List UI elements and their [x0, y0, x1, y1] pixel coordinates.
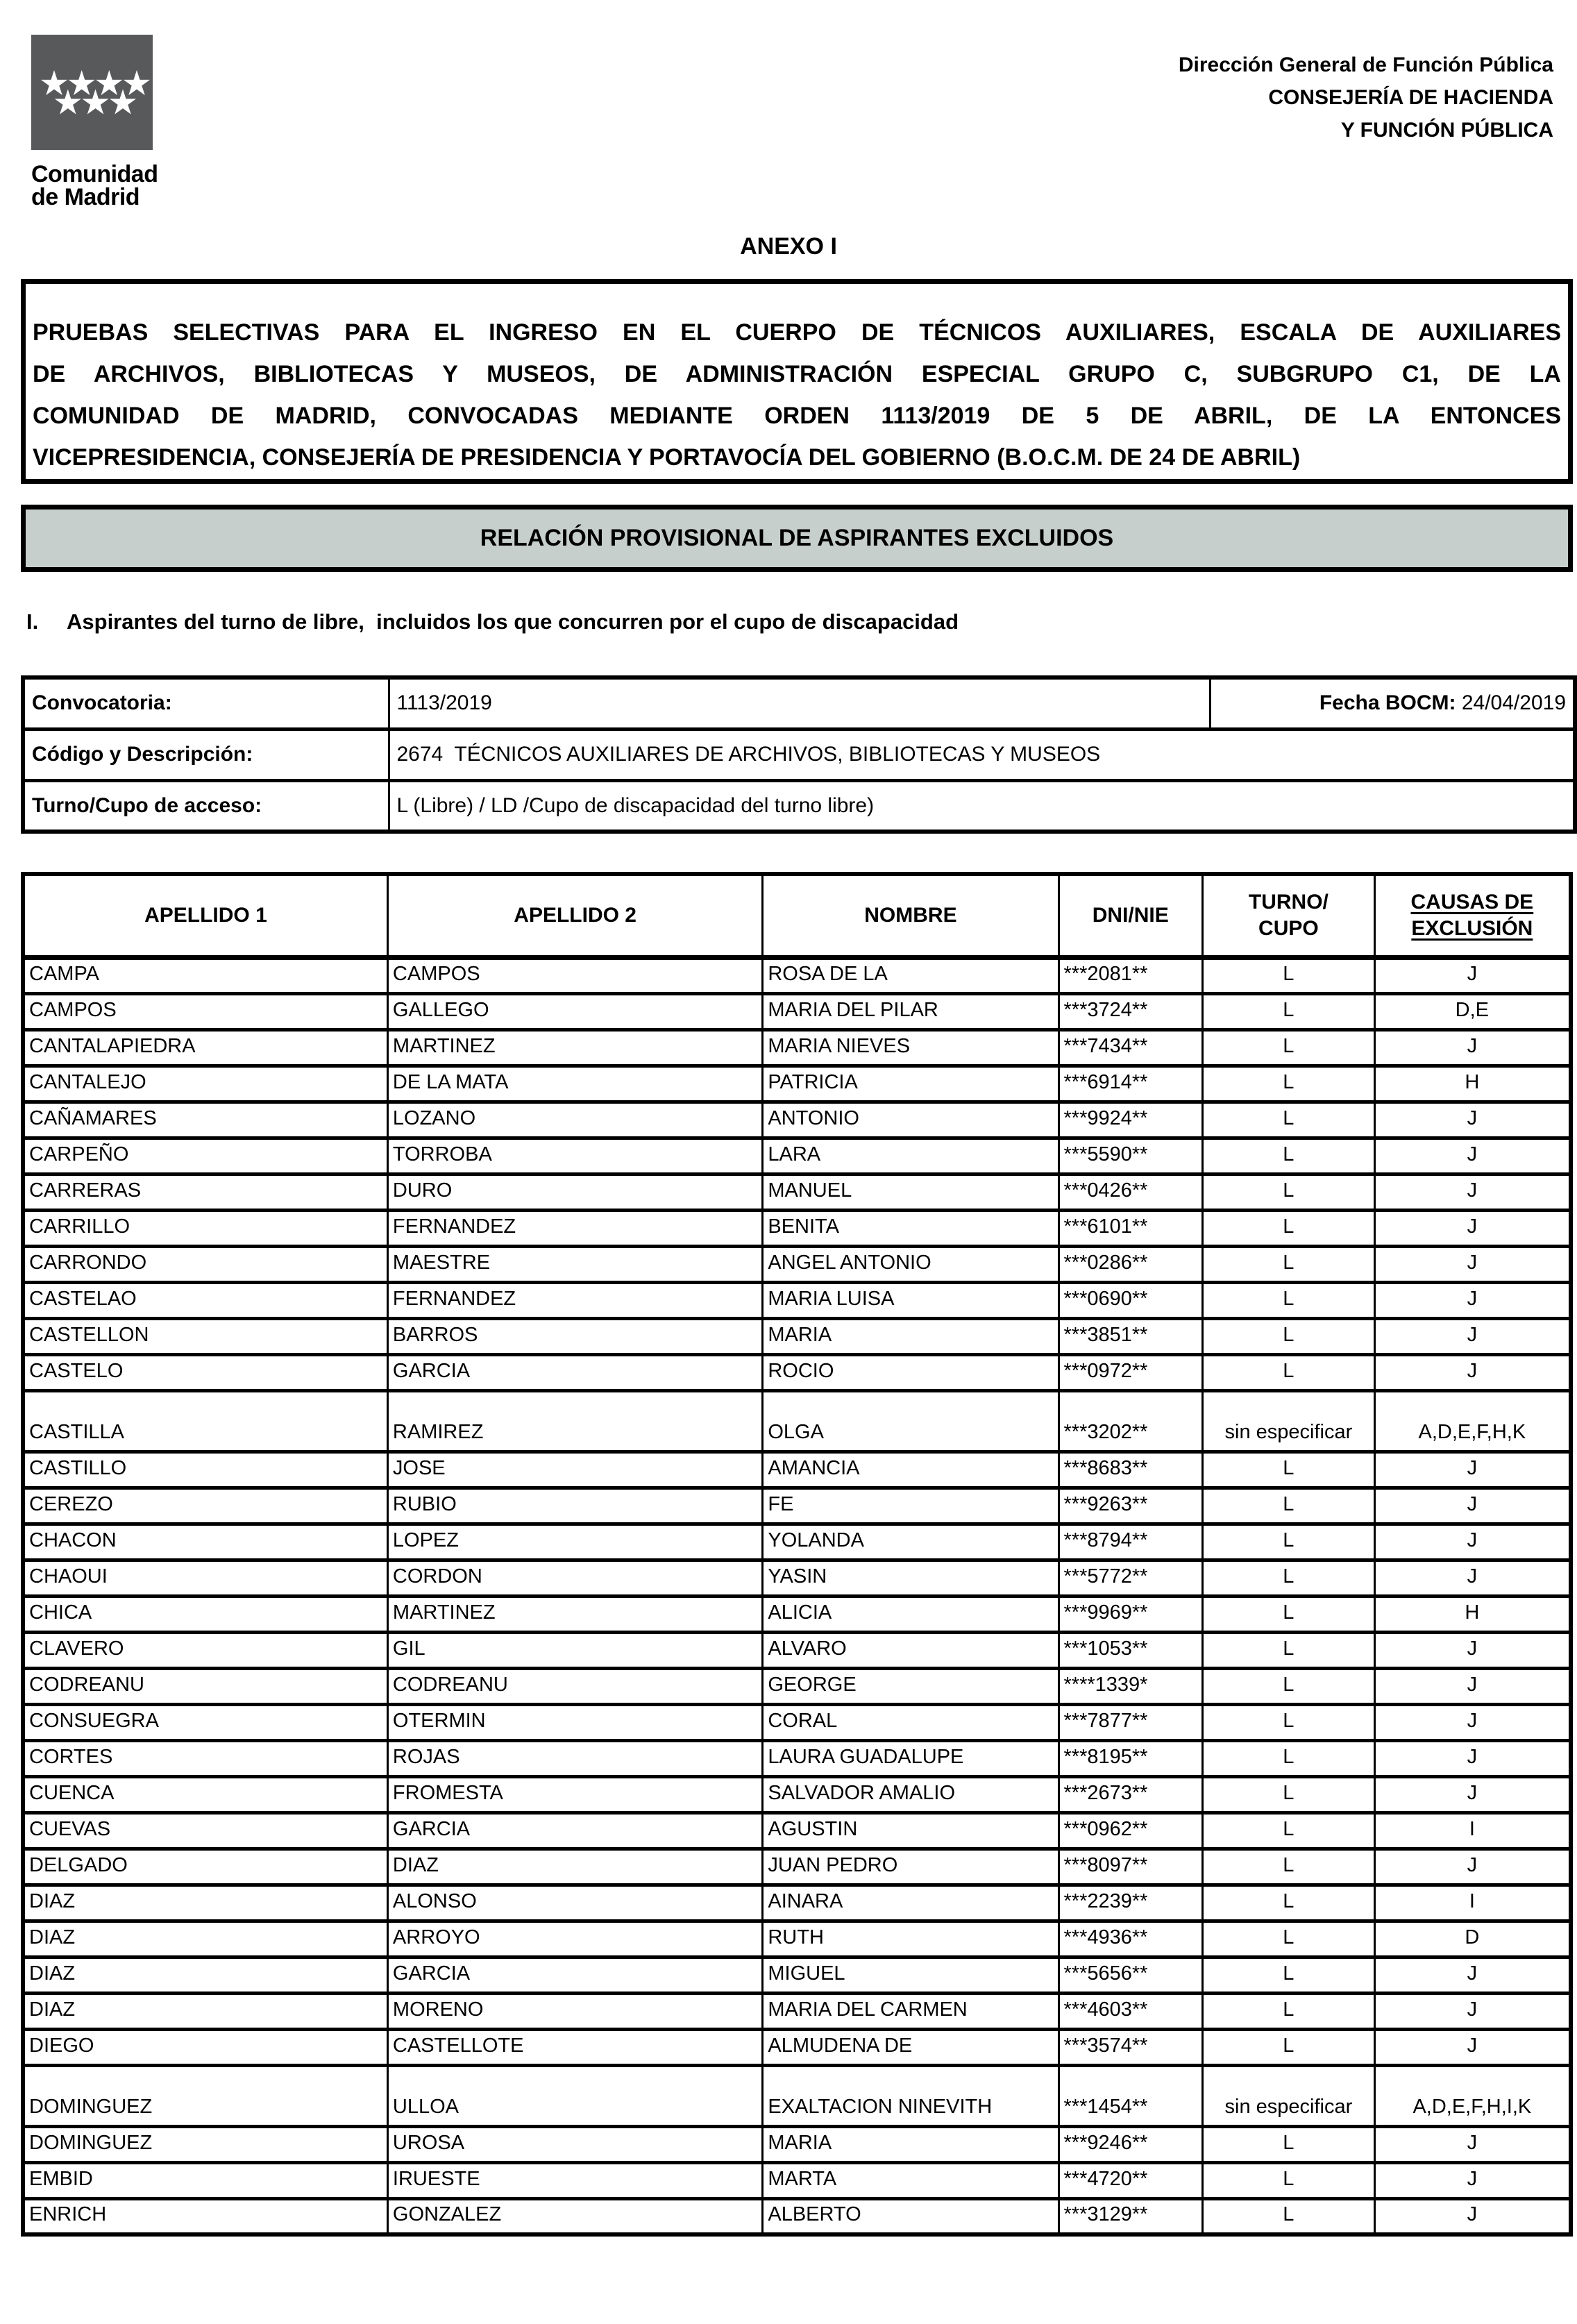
cell-causas: J [1374, 1029, 1571, 1066]
cell-turno: L [1203, 1776, 1375, 1812]
cell-nombre: ANTONIO [763, 1102, 1059, 1138]
cell-apellido2: RAMIREZ [387, 1390, 762, 1451]
cell-nombre: ALICIA [763, 1596, 1059, 1632]
table-row [23, 1066, 1571, 1102]
cell-turno: L [1203, 957, 1375, 993]
cell-apellido2: FROMESTA [387, 1776, 762, 1812]
cell-dni: ****1339* [1059, 1668, 1203, 1704]
table-row [23, 993, 1571, 1029]
cell-apellido1: DIAZ [23, 1993, 387, 2029]
cell-apellido2: ULLOA [387, 2065, 762, 2126]
cell-causas: J [1374, 1174, 1571, 1210]
table-row [23, 1632, 1571, 1668]
cell-causas: J [1374, 1560, 1571, 1596]
cell-nombre: ALVARO [763, 1632, 1059, 1668]
cell-apellido1: EMBID [23, 2162, 387, 2198]
cell-turno: L [1203, 1849, 1375, 1885]
cell-apellido1: CARPEÑO [23, 1138, 387, 1174]
cell-apellido2: GARCIA [387, 1354, 762, 1390]
cell-nombre: CORAL [763, 1704, 1059, 1740]
cell-dni: ***8683** [1059, 1451, 1203, 1488]
cell-apellido2: MAESTRE [387, 1246, 762, 1282]
cell-causas: J [1374, 2126, 1571, 2162]
header-causas-line1: CAUSAS DE [1410, 890, 1534, 913]
table-row [23, 2029, 1571, 2065]
table-row [23, 2198, 1571, 2234]
header-turno-cupo [1203, 874, 1375, 957]
cell-dni: ***7877** [1059, 1704, 1203, 1740]
table-row [23, 1524, 1571, 1560]
cell-nombre: ALBERTO [763, 2198, 1059, 2234]
cell-nombre: BENITA [763, 1210, 1059, 1246]
cell-apellido2: CODREANU [387, 1668, 762, 1704]
cell-dni: ***8097** [1059, 1849, 1203, 1885]
table-row [23, 2126, 1571, 2162]
table-row [23, 1451, 1571, 1488]
cell-apellido2: GONZALEZ [387, 2198, 762, 2234]
cell-causas: J [1374, 957, 1571, 993]
cell-causas: I [1374, 1812, 1571, 1849]
cell-dni: ***6914** [1059, 1066, 1203, 1102]
cell-dni: ***1454** [1059, 2065, 1203, 2126]
cell-causas: A,D,E,F,H,I,K [1374, 2065, 1571, 2126]
cell-causas: J [1374, 1740, 1571, 1776]
table-row [23, 1957, 1571, 1993]
cell-apellido1: CASTELO [23, 1354, 387, 1390]
cell-causas: J [1374, 1354, 1571, 1390]
cell-causas: J [1374, 1704, 1571, 1740]
table-row [23, 957, 1571, 993]
cell-nombre: AINARA [763, 1885, 1059, 1921]
cell-apellido1: ENRICH [23, 2198, 387, 2234]
cell-turno: L [1203, 1102, 1375, 1138]
info-label-convocatoria: Convocatoria: [23, 677, 389, 729]
cell-apellido1: DOMINGUEZ [23, 2126, 387, 2162]
cell-nombre: FE [763, 1488, 1059, 1524]
header-causas-line2: EXCLUSIÓN [1411, 916, 1533, 940]
cell-causas: J [1374, 1776, 1571, 1812]
cell-apellido1: CHACON [23, 1524, 387, 1560]
cell-apellido1: CODREANU [23, 1668, 387, 1704]
cell-apellido2: ROJAS [387, 1740, 762, 1776]
cell-causas: J [1374, 1102, 1571, 1138]
cell-apellido1: CAMPOS [23, 993, 387, 1029]
cell-nombre: MARIA DEL CARMEN [763, 1993, 1059, 2029]
cell-nombre: MARIA [763, 2126, 1059, 2162]
table-row [23, 1560, 1571, 1596]
cell-apellido2: OTERMIN [387, 1704, 762, 1740]
table-header-row [23, 874, 1571, 957]
cell-nombre: ALMUDENA DE [763, 2029, 1059, 2065]
table-row [23, 1596, 1571, 1632]
cell-causas: J [1374, 2029, 1571, 2065]
cell-causas: J [1374, 1849, 1571, 1885]
table-row [23, 1138, 1571, 1174]
cell-apellido1: DOMINGUEZ [23, 2065, 387, 2126]
intro-line: COMUNIDAD DE MADRID, CONVOCADAS MEDIANTE ORDEN 1113/2019 DE 5 DE ABRIL, DE LA ENTONCES [33, 403, 1561, 429]
cell-apellido1: CAMPA [23, 957, 387, 993]
cell-apellido1: CHAOUI [23, 1560, 387, 1596]
cell-causas: J [1374, 2162, 1571, 2198]
cell-apellido1: CONSUEGRA [23, 1704, 387, 1740]
madrid-flag-icon [31, 35, 153, 150]
cell-causas: J [1374, 1318, 1571, 1354]
cell-dni: ***5656** [1059, 1957, 1203, 1993]
cell-apellido2: GALLEGO [387, 993, 762, 1029]
cell-apellido2: DE LA MATA [387, 1066, 762, 1102]
cell-apellido2: JOSE [387, 1451, 762, 1488]
cell-dni: ***7434** [1059, 1029, 1203, 1066]
cell-turno: L [1203, 1993, 1375, 2029]
table-row [23, 2065, 1571, 2126]
info-value-convocatoria: 1113/2019 [389, 677, 1210, 729]
cell-dni: ***9969** [1059, 1596, 1203, 1632]
cell-nombre: ANGEL ANTONIO [763, 1246, 1059, 1282]
cell-apellido2: CORDON [387, 1560, 762, 1596]
cell-nombre: MARTA [763, 2162, 1059, 2198]
table-row [23, 1282, 1571, 1318]
cell-turno: L [1203, 1138, 1375, 1174]
call-info-table [21, 675, 1577, 834]
cell-turno: L [1203, 1812, 1375, 1849]
table-row [23, 1885, 1571, 1921]
info-label-codigo: Código y Descripción: [23, 729, 389, 780]
section-heading-text: Aspirantes del turno de libre, incluidos los que concurren por el cupo de discapacidad [67, 609, 959, 634]
cell-apellido1: CASTILLA [23, 1390, 387, 1451]
cell-nombre: MARIA NIEVES [763, 1029, 1059, 1066]
header-apellido1: APELLIDO 1 [23, 874, 387, 957]
cell-nombre: AGUSTIN [763, 1812, 1059, 1849]
cell-causas: D [1374, 1921, 1571, 1957]
cell-dni: ***2081** [1059, 957, 1203, 993]
cell-turno: L [1203, 1318, 1375, 1354]
cell-nombre: LARA [763, 1138, 1059, 1174]
cell-causas: J [1374, 1488, 1571, 1524]
cell-turno: L [1203, 1668, 1375, 1704]
cell-turno: L [1203, 1524, 1375, 1560]
table-row [23, 1704, 1571, 1740]
cell-turno: L [1203, 1596, 1375, 1632]
cell-turno: L [1203, 993, 1375, 1029]
cell-dni: ***0962** [1059, 1812, 1203, 1849]
header-causas-exclusion [1374, 874, 1571, 957]
cell-apellido2: GIL [387, 1632, 762, 1668]
cell-nombre: OLGA [763, 1390, 1059, 1451]
table-row [23, 1354, 1571, 1390]
cell-dni: ***8794** [1059, 1524, 1203, 1560]
org-line-2: CONSEJERÍA DE HACIENDA [1268, 86, 1553, 109]
cell-causas: D,E [1374, 993, 1571, 1029]
table-row [23, 1993, 1571, 2029]
cell-turno: L [1203, 1921, 1375, 1957]
cell-nombre: ROCIO [763, 1354, 1059, 1390]
cell-dni: ***3129** [1059, 2198, 1203, 2234]
table-row [23, 1246, 1571, 1282]
cell-turno: L [1203, 1246, 1375, 1282]
info-label-turno: Turno/Cupo de acceso: [23, 780, 389, 832]
logo-line-2: de Madrid [31, 184, 140, 210]
cell-turno: L [1203, 1282, 1375, 1318]
table-row [23, 1318, 1571, 1354]
excluded-applicants-table [21, 872, 1573, 2237]
cell-nombre: AMANCIA [763, 1451, 1059, 1488]
cell-apellido1: CORTES [23, 1740, 387, 1776]
cell-causas: J [1374, 1632, 1571, 1668]
cell-turno: L [1203, 1560, 1375, 1596]
cell-nombre: PATRICIA [763, 1066, 1059, 1102]
logo-line-1: Comunidad [31, 161, 158, 187]
cell-apellido1: CEREZO [23, 1488, 387, 1524]
cell-dni: ***4720** [1059, 2162, 1203, 2198]
table-row [23, 1812, 1571, 1849]
cell-apellido2: GARCIA [387, 1812, 762, 1849]
cell-apellido2: FERNANDEZ [387, 1282, 762, 1318]
cell-apellido2: MORENO [387, 1993, 762, 2029]
cell-apellido1: CARRONDO [23, 1246, 387, 1282]
cell-apellido2: MARTINEZ [387, 1029, 762, 1066]
cell-nombre: LAURA GUADALUPE [763, 1740, 1059, 1776]
cell-apellido1: CASTELAO [23, 1282, 387, 1318]
cell-causas: I [1374, 1885, 1571, 1921]
cell-dni: ***3724** [1059, 993, 1203, 1029]
intro-line: VICEPRESIDENCIA, CONSEJERÍA DE PRESIDENCIA Y PORTAVOCÍA DEL GOBIERNO (B.O.C.M. DE 24 DE ABRIL) [33, 444, 1301, 471]
cell-causas: H [1374, 1596, 1571, 1632]
table-row [23, 1102, 1571, 1138]
cell-dni: ***2673** [1059, 1776, 1203, 1812]
cell-nombre: EXALTACION NINEVITH [763, 2065, 1059, 2126]
cell-apellido2: IRUESTE [387, 2162, 762, 2198]
cell-apellido1: DIAZ [23, 1885, 387, 1921]
cell-nombre: MIGUEL [763, 1957, 1059, 1993]
cell-turno: L [1203, 1029, 1375, 1066]
cell-apellido2: DIAZ [387, 1849, 762, 1885]
cell-apellido2: CASTELLOTE [387, 2029, 762, 2065]
cell-turno: L [1203, 1174, 1375, 1210]
cell-causas: J [1374, 1451, 1571, 1488]
cell-turno: L [1203, 1488, 1375, 1524]
cell-causas: J [1374, 2198, 1571, 2234]
table-row [23, 1921, 1571, 1957]
info-row-convocatoria [23, 677, 1575, 729]
cell-apellido2: FERNANDEZ [387, 1210, 762, 1246]
table-row [23, 1029, 1571, 1066]
cell-dni: ***9263** [1059, 1488, 1203, 1524]
cell-apellido2: DURO [387, 1174, 762, 1210]
cell-turno: sin especificar [1203, 2065, 1375, 2126]
cell-apellido1: CASTELLON [23, 1318, 387, 1354]
header-dni: DNI/NIE [1059, 874, 1203, 957]
cell-dni: ***8195** [1059, 1740, 1203, 1776]
info-row-turno [23, 780, 1575, 832]
cell-apellido1: CUEVAS [23, 1812, 387, 1849]
cell-apellido1: CLAVERO [23, 1632, 387, 1668]
cell-turno: L [1203, 1957, 1375, 1993]
cell-dni: ***0286** [1059, 1246, 1203, 1282]
cell-turno: L [1203, 1704, 1375, 1740]
cell-nombre: JUAN PEDRO [763, 1849, 1059, 1885]
provisional-list-banner: RELACIÓN PROVISIONAL DE ASPIRANTES EXCLUIDOS [21, 505, 1573, 572]
cell-turno: L [1203, 2029, 1375, 2065]
cell-apellido1: CHICA [23, 1596, 387, 1632]
intro-paragraph-box [21, 279, 1573, 484]
cell-dni: ***5590** [1059, 1138, 1203, 1174]
cell-causas: J [1374, 1524, 1571, 1560]
info-value-turno: L (Libre) / LD /Cupo de discapacidad del turno libre) [389, 780, 1575, 832]
table-row [23, 1174, 1571, 1210]
cell-dni: ***4936** [1059, 1921, 1203, 1957]
cell-nombre: SALVADOR AMALIO [763, 1776, 1059, 1812]
cell-causas: A,D,E,F,H,K [1374, 1390, 1571, 1451]
cell-apellido1: CASTILLO [23, 1451, 387, 1488]
org-line-3: Y FUNCIÓN PÚBLICA [1340, 119, 1553, 142]
cell-nombre: MARIA DEL PILAR [763, 993, 1059, 1029]
info-value-codigo: 2674 TÉCNICOS AUXILIARES DE ARCHIVOS, BIBLIOTECAS Y MUSEOS [389, 729, 1575, 780]
table-row [23, 1488, 1571, 1524]
cell-dni: ***0426** [1059, 1174, 1203, 1210]
table-row [23, 1740, 1571, 1776]
logo-wordmark [31, 163, 158, 209]
header-turno-line1: TURNO/ [1248, 890, 1329, 913]
table-row [23, 2162, 1571, 2198]
cell-turno: L [1203, 1354, 1375, 1390]
cell-apellido2: UROSA [387, 2126, 762, 2162]
table-row [23, 1210, 1571, 1246]
cell-apellido2: ARROYO [387, 1921, 762, 1957]
cell-dni: ***3574** [1059, 2029, 1203, 2065]
cell-dni: ***4603** [1059, 1993, 1203, 2029]
cell-turno: L [1203, 1066, 1375, 1102]
fecha-bocm-value: 24/04/2019 [1456, 691, 1566, 715]
cell-apellido2: LOPEZ [387, 1524, 762, 1560]
table-row [23, 1849, 1571, 1885]
cell-apellido1: CUENCA [23, 1776, 387, 1812]
cell-turno: L [1203, 1740, 1375, 1776]
cell-causas: J [1374, 1282, 1571, 1318]
intro-line: PRUEBAS SELECTIVAS PARA EL INGRESO EN EL CUERPO DE TÉCNICOS AUXILIARES, ESCALA DE AUXILIARES [33, 319, 1561, 346]
header-turno-line2: CUPO [1258, 916, 1319, 940]
cell-causas: H [1374, 1066, 1571, 1102]
cell-dni: ***9924** [1059, 1102, 1203, 1138]
info-fecha-bocm [1210, 677, 1575, 729]
org-line-1: Dirección General de Función Pública [1178, 53, 1553, 76]
cell-nombre: YOLANDA [763, 1524, 1059, 1560]
issuing-body-block [1179, 49, 1553, 146]
cell-causas: J [1374, 1993, 1571, 2029]
table-row [23, 1390, 1571, 1451]
cell-causas: J [1374, 1957, 1571, 1993]
cell-turno: L [1203, 2198, 1375, 2234]
cell-dni: ***5772** [1059, 1560, 1203, 1596]
cell-dni: ***9246** [1059, 2126, 1203, 2162]
cell-apellido2: BARROS [387, 1318, 762, 1354]
cell-nombre: ROSA DE LA [763, 957, 1059, 993]
cell-apellido2: LOZANO [387, 1102, 762, 1138]
cell-turno: L [1203, 2126, 1375, 2162]
cell-nombre: RUTH [763, 1921, 1059, 1957]
cell-dni: ***6101** [1059, 1210, 1203, 1246]
cell-apellido1: DIEGO [23, 2029, 387, 2065]
cell-apellido2: TORROBA [387, 1138, 762, 1174]
table-row [23, 1668, 1571, 1704]
cell-apellido2: RUBIO [387, 1488, 762, 1524]
cell-dni: ***3202** [1059, 1390, 1203, 1451]
cell-apellido1: DIAZ [23, 1957, 387, 1993]
cell-apellido2: MARTINEZ [387, 1596, 762, 1632]
cell-nombre: YASIN [763, 1560, 1059, 1596]
cell-apellido1: CANTALEJO [23, 1066, 387, 1102]
cell-dni: ***2239** [1059, 1885, 1203, 1921]
section-number: I. [26, 609, 39, 634]
cell-turno: L [1203, 1210, 1375, 1246]
cell-causas: J [1374, 1246, 1571, 1282]
cell-dni: ***0690** [1059, 1282, 1203, 1318]
cell-causas: J [1374, 1138, 1571, 1174]
cell-apellido2: CAMPOS [387, 957, 762, 993]
cell-turno: L [1203, 1885, 1375, 1921]
intro-line: DE ARCHIVOS, BIBLIOTECAS Y MUSEOS, DE ADMINISTRACIÓN ESPECIAL GRUPO C, SUBGRUPO C1, DE LA [33, 361, 1561, 387]
cell-nombre: MARIA LUISA [763, 1282, 1059, 1318]
fecha-bocm-label: Fecha BOCM: [1319, 691, 1456, 715]
cell-apellido1: CANTALAPIEDRA [23, 1029, 387, 1066]
page-title: ANEXO I [740, 233, 837, 260]
cell-apellido2: GARCIA [387, 1957, 762, 1993]
cell-turno: L [1203, 1451, 1375, 1488]
cell-causas: J [1374, 1668, 1571, 1704]
cell-dni: ***0972** [1059, 1354, 1203, 1390]
section-heading [26, 609, 959, 634]
cell-nombre: GEORGE [763, 1668, 1059, 1704]
comunidad-de-madrid-logo [31, 35, 158, 209]
cell-apellido1: DELGADO [23, 1849, 387, 1885]
cell-turno: L [1203, 1632, 1375, 1668]
cell-nombre: MANUEL [763, 1174, 1059, 1210]
cell-apellido1: CAÑAMARES [23, 1102, 387, 1138]
cell-turno: L [1203, 2162, 1375, 2198]
cell-turno: sin especificar [1203, 1390, 1375, 1451]
cell-dni: ***3851** [1059, 1318, 1203, 1354]
info-row-codigo [23, 729, 1575, 780]
header-nombre: NOMBRE [763, 874, 1059, 957]
cell-apellido1: CARRERAS [23, 1174, 387, 1210]
cell-apellido2: ALONSO [387, 1885, 762, 1921]
cell-apellido1: DIAZ [23, 1921, 387, 1957]
cell-apellido1: CARRILLO [23, 1210, 387, 1246]
header-apellido2: APELLIDO 2 [387, 874, 762, 957]
cell-dni: ***1053** [1059, 1632, 1203, 1668]
cell-nombre: MARIA [763, 1318, 1059, 1354]
table-row [23, 1776, 1571, 1812]
cell-causas: J [1374, 1210, 1571, 1246]
